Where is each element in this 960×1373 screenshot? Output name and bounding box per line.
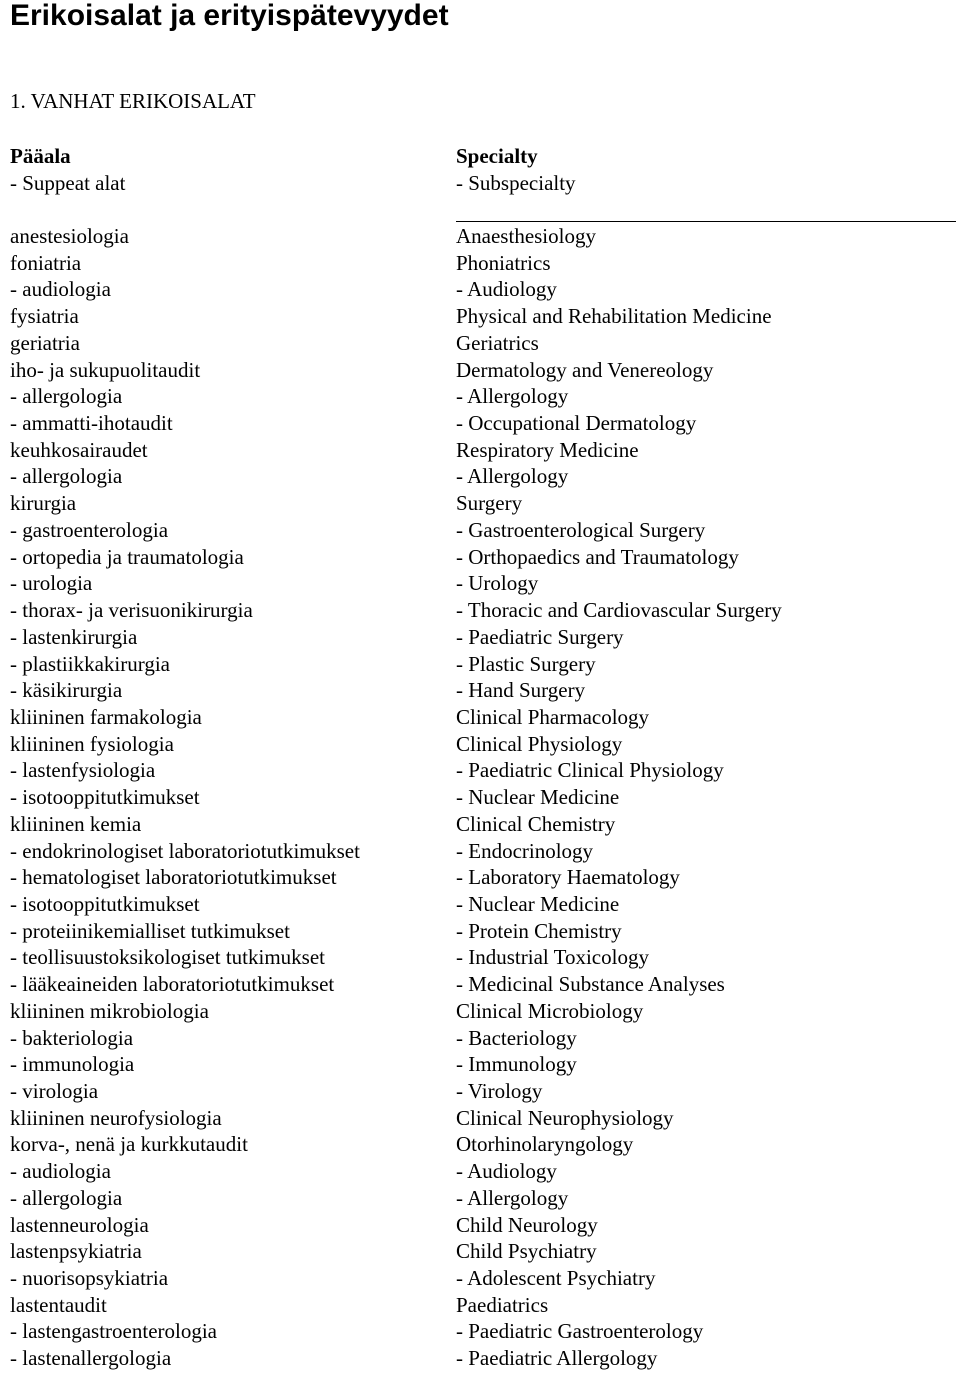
table-row (0, 704, 960, 731)
english-term: - Industrial Toxicology (456, 945, 649, 970)
finnish-term: - nuorisopsykiatria (10, 1266, 169, 1291)
header-divider (456, 221, 956, 222)
finnish-term: foniatria (10, 250, 82, 275)
finnish-term: - audiologia (10, 277, 111, 302)
table-row (0, 1131, 960, 1158)
finnish-term: - allergologia (10, 384, 123, 409)
table-row (0, 1292, 960, 1319)
table-row (0, 971, 960, 998)
finnish-term: - plastiikkakirurgia (10, 651, 170, 676)
english-term: Respiratory Medicine (456, 437, 639, 462)
table-row (0, 1265, 960, 1292)
english-term: Otorhinolaryngology (456, 1132, 634, 1157)
english-term: - Medicinal Substance Analyses (456, 972, 725, 997)
page-title: Erikoisalat ja erityispätevyydet (10, 0, 449, 32)
english-term: - Urology (456, 571, 539, 596)
specialty-table (0, 223, 960, 1372)
finnish-term: - audiologia (10, 1159, 111, 1184)
table-row (0, 330, 960, 357)
table-row (0, 1025, 960, 1052)
table-row (0, 357, 960, 384)
table-row (0, 1105, 960, 1132)
table-row (0, 1185, 960, 1212)
finnish-term: - käsikirurgia (10, 678, 123, 703)
finnish-term: - proteiinikemialliset tutkimukset (10, 918, 290, 943)
table-row (0, 864, 960, 891)
finnish-term: kliininen neurofysiologia (10, 1105, 222, 1130)
english-term: - Occupational Dermatology (456, 411, 697, 436)
english-term: Clinical Chemistry (456, 811, 616, 836)
english-term: Surgery (456, 491, 523, 516)
table-row (0, 651, 960, 678)
english-term: - Laboratory Haematology (456, 865, 680, 890)
english-term: - Nuclear Medicine (456, 891, 620, 916)
fi-sub-header: - Suppeat alat (10, 171, 126, 195)
en-sub-header: - Subspecialty (456, 171, 576, 195)
english-term: Physical and Rehabilitation Medicine (456, 304, 772, 329)
finnish-header (10, 143, 125, 197)
finnish-term: kliininen farmakologia (10, 704, 202, 729)
english-term: - Immunology (456, 1052, 577, 1077)
finnish-term: geriatria (10, 330, 80, 355)
finnish-term: kirurgia (10, 491, 77, 516)
finnish-term: anestesiologia (10, 224, 129, 248)
english-term: - Audiology (456, 1159, 557, 1184)
english-term: Child Neurology (456, 1212, 598, 1237)
english-term: Anaesthesiology (456, 224, 596, 248)
table-row (0, 303, 960, 330)
table-row (0, 1051, 960, 1078)
english-term: - Allergology (456, 384, 569, 409)
english-term: Dermatology and Venereology (456, 357, 714, 382)
table-row (0, 597, 960, 624)
table-row (0, 1345, 960, 1372)
english-term: - Plastic Surgery (456, 651, 596, 676)
english-term: - Gastroenterological Surgery (456, 517, 706, 542)
finnish-term: - lastenkirurgia (10, 624, 138, 649)
table-row (0, 811, 960, 838)
english-term: - Paediatric Surgery (456, 624, 624, 649)
finnish-term: iho- ja sukupuolitaudit (10, 357, 201, 382)
table-row (0, 1318, 960, 1345)
finnish-term: - hematologiset laboratoriotutkimukset (10, 865, 337, 890)
english-term: Geriatrics (456, 330, 539, 355)
table-row (0, 731, 960, 758)
table-row (0, 383, 960, 410)
english-term: - Orthopaedics and Traumatology (456, 544, 739, 569)
english-term: - Allergology (456, 464, 569, 489)
finnish-term: lastentaudit (10, 1292, 107, 1317)
table-row (0, 944, 960, 971)
finnish-term: - gastroenterologia (10, 517, 169, 542)
finnish-term: keuhkosairaudet (10, 437, 148, 462)
finnish-term: kliininen mikrobiologia (10, 998, 209, 1023)
english-term: - Allergology (456, 1185, 569, 1210)
finnish-term: - lastenfysiologia (10, 758, 156, 783)
finnish-term: - thorax- ja verisuonikirurgia (10, 598, 253, 623)
finnish-term: - urologia (10, 571, 93, 596)
finnish-term: - bakteriologia (10, 1025, 134, 1050)
english-term: - Paediatric Gastroenterology (456, 1319, 704, 1344)
english-term: - Paediatric Allergology (456, 1346, 658, 1371)
section-heading: 1. VANHAT ERIKOISALAT (10, 89, 256, 113)
table-row (0, 998, 960, 1025)
table-row (0, 1078, 960, 1105)
finnish-term: kliininen kemia (10, 811, 142, 836)
fi-main-header: Pääala (10, 144, 71, 168)
finnish-term: - ortopedia ja traumatologia (10, 544, 244, 569)
finnish-term: - ammatti-ihotaudit (10, 411, 173, 436)
finnish-term: - lääkeaineiden laboratoriotutkimukset (10, 972, 335, 997)
table-row (0, 1212, 960, 1239)
finnish-term: - virologia (10, 1079, 99, 1103)
finnish-term: - endokrinologiset laboratoriotutkimukset (10, 838, 360, 863)
finnish-term: - teollisuustoksikologiset tutkimukset (10, 945, 325, 970)
table-row (0, 1158, 960, 1185)
english-term: - Protein Chemistry (456, 918, 622, 943)
finnish-term: lastenpsykiatria (10, 1239, 142, 1264)
table-row (0, 490, 960, 517)
finnish-term: - isotooppitutkimukset (10, 891, 200, 916)
english-term: Child Psychiatry (456, 1239, 597, 1264)
english-term: - Bacteriology (456, 1025, 577, 1050)
en-main-header: Specialty (456, 144, 538, 168)
finnish-term: - allergologia (10, 1185, 123, 1210)
table-row (0, 437, 960, 464)
english-term: - Nuclear Medicine (456, 785, 620, 810)
table-row (0, 1238, 960, 1265)
table-row (0, 891, 960, 918)
english-term: - Thoracic and Cardiovascular Surgery (456, 598, 782, 623)
english-term: Clinical Microbiology (456, 998, 644, 1023)
table-row (0, 838, 960, 865)
english-term: - Hand Surgery (456, 678, 586, 703)
finnish-term: lastenneurologia (10, 1212, 149, 1237)
english-term: - Adolescent Psychiatry (456, 1266, 656, 1291)
english-term: - Audiology (456, 277, 557, 302)
english-term: - Endocrinology (456, 838, 594, 863)
finnish-term: - lastengastroenterologia (10, 1319, 218, 1344)
english-term: Clinical Pharmacology (456, 704, 650, 729)
finnish-term: - isotooppitutkimukset (10, 785, 200, 810)
table-row (0, 276, 960, 303)
finnish-term: fysiatria (10, 304, 79, 329)
table-row (0, 250, 960, 277)
table-row (0, 677, 960, 704)
table-row (0, 784, 960, 811)
finnish-term: korva-, nenä ja kurkkutaudit (10, 1132, 248, 1157)
table-row (0, 463, 960, 490)
english-term: Phoniatrics (456, 250, 551, 275)
table-row (0, 624, 960, 651)
english-term: Clinical Physiology (456, 731, 623, 756)
english-term: - Virology (456, 1079, 543, 1103)
english-term: Clinical Neurophysiology (456, 1105, 674, 1130)
finnish-term: - immunologia (10, 1052, 135, 1077)
english-term: Paediatrics (456, 1292, 549, 1317)
table-row (0, 570, 960, 597)
table-row (0, 223, 960, 250)
table-row (0, 544, 960, 571)
finnish-term: - lastenallergologia (10, 1346, 172, 1371)
table-row (0, 410, 960, 437)
english-term: - Paediatric Clinical Physiology (456, 758, 724, 783)
table-row (0, 757, 960, 784)
table-row (0, 918, 960, 945)
finnish-term: kliininen fysiologia (10, 731, 174, 756)
finnish-term: - allergologia (10, 464, 123, 489)
english-header (456, 143, 576, 197)
table-row (0, 517, 960, 544)
